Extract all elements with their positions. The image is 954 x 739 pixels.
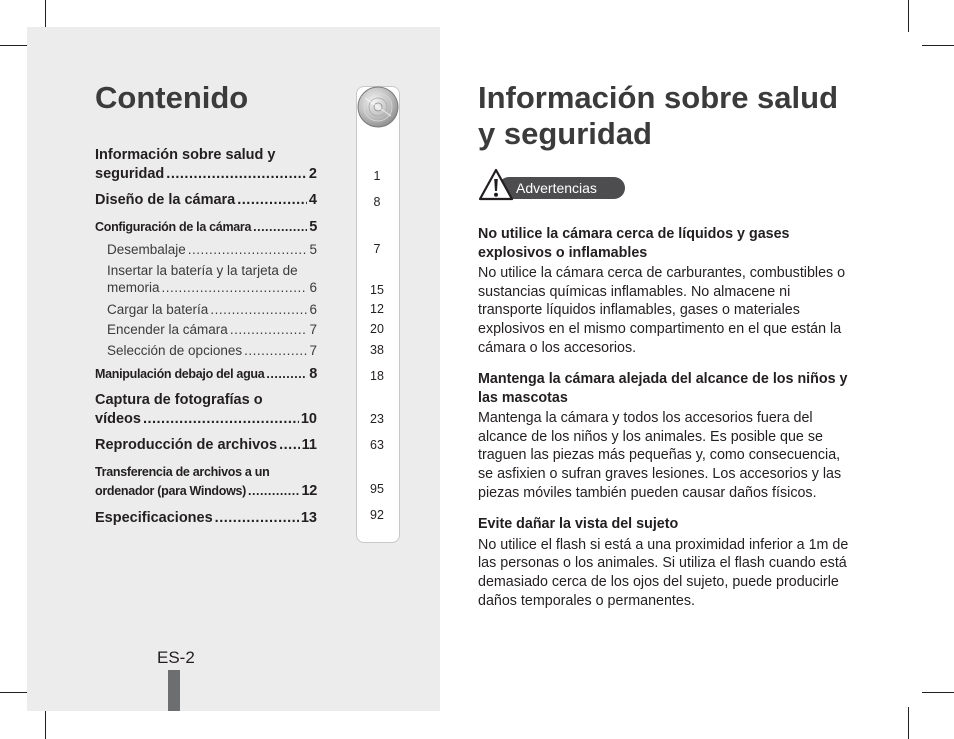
index-number: 63	[370, 438, 384, 452]
toc-entry-label: Configuración de la cámara	[95, 220, 252, 234]
toc-page-number: 5	[309, 242, 317, 257]
toc-page-number: 10	[300, 411, 317, 427]
toc-entry-label: Información sobre salud y	[95, 147, 276, 163]
leader-dots	[244, 342, 307, 359]
section-title-line: Información sobre salud	[478, 80, 839, 115]
toc-entry-label: Selección de opciones	[107, 343, 243, 358]
toc-entry-label: Especificaciones	[95, 510, 213, 526]
index-number: 7	[373, 242, 381, 256]
toc-entry-label: Insertar la batería y la tarjeta de	[107, 263, 298, 278]
leader-dots	[279, 436, 300, 455]
toc-page-number: 8	[309, 366, 317, 382]
toc-page-number: 4	[308, 192, 317, 208]
leader-dots	[253, 218, 307, 237]
index-number: 8	[373, 195, 381, 209]
index-number: 1	[373, 169, 381, 183]
toc-entry-label: Transferencia de archivos a un	[95, 465, 270, 479]
toc-entry-label: Manipulación debajo del agua	[95, 367, 265, 381]
toc-entry-label: memoria	[107, 280, 160, 295]
toc-page-number: 6	[309, 302, 317, 317]
leader-dots	[230, 321, 308, 338]
toc-page-number: 12	[301, 483, 317, 499]
leader-dots	[210, 301, 307, 318]
crop-mark	[908, 0, 909, 32]
toc-subentry-encender[interactable]	[95, 321, 317, 338]
toc-entry-label: Cargar la batería	[107, 302, 209, 317]
index-number: 95	[370, 482, 384, 496]
toc-entry-label: vídeos	[95, 411, 141, 427]
crop-mark	[922, 45, 954, 46]
toc-page-number: 13	[300, 510, 317, 526]
toc-page-number: 7	[309, 343, 317, 358]
warning-body: No utilice la cámara cerca de carburantes, combustibles o sustancias químicas inflamables. No almacene ni transporte líquidos inflamables, gases o materiales explosivos en el mismo compartimento en el que están la cámara o los accesorios.	[478, 265, 846, 356]
index-number: 92	[370, 508, 384, 522]
toc-entry-configuracion[interactable]	[95, 218, 317, 237]
warning-section	[478, 225, 850, 358]
index-number: 20	[370, 322, 384, 336]
disc-icon	[357, 86, 399, 128]
warning-heading: Mantenga la cámara alejada del alcance de los niños y las mascotas	[478, 371, 848, 406]
warning-body: No utilice el flash si está a una proximidad inferior a 1m de las personas o los animales. Si utiliza el flash cuando está demasiado cerca de los ojos del sujeto, puede producirle daños temporales o permanentes.	[478, 536, 849, 609]
toc-entry-label: Desembalaje	[107, 242, 186, 257]
section-title-line: y seguridad	[478, 116, 652, 151]
toc-entry-captura[interactable]	[95, 391, 317, 429]
crop-mark	[45, 707, 46, 739]
toc-entry-transferencia[interactable]	[95, 463, 317, 501]
leader-dots	[266, 365, 307, 384]
toc-entry-label: Reproducción de archivos	[95, 437, 278, 453]
section-title	[478, 80, 838, 152]
toc-entry-label: Encender la cámara	[107, 322, 228, 337]
toc-entry-label: seguridad	[95, 166, 165, 182]
toc-entry-salud[interactable]	[95, 146, 317, 184]
warning-triangle-icon	[478, 168, 514, 201]
toc-entry-reproduccion[interactable]	[95, 436, 317, 455]
warning-body: Mantenga la cámara y todos los accesorios fuera del alcance de los niños y los animales. Es posible que se traguen las piezas más pequeñas y, como consecuencia, se asfixien o sufran graves lesiones. Los accesorios y las piezas móviles también pueden causar daños físicos.	[478, 410, 842, 501]
toc-entry-label: Captura de fotografías o	[95, 392, 263, 408]
crop-mark	[922, 692, 954, 693]
leader-dots	[143, 410, 299, 429]
leader-dots	[162, 279, 308, 296]
index-number: 15	[370, 283, 384, 297]
toc-page-number: 5	[309, 219, 317, 235]
toc-entry-label: Diseño de la cámara	[95, 192, 236, 208]
toc-entry-especificaciones[interactable]	[95, 509, 317, 528]
warnings-label: Advertencias	[498, 177, 625, 199]
toc-page-number: 2	[308, 166, 317, 182]
leader-dots	[188, 241, 308, 258]
warning-section	[478, 370, 850, 503]
leader-dots	[215, 509, 299, 528]
leader-dots	[166, 165, 307, 184]
toc-subentry-insertar-bateria[interactable]	[95, 262, 317, 296]
toc-page-number: 7	[309, 322, 317, 337]
warning-heading: No utilice la cámara cerca de líquidos y gases explosivos o inflamables	[478, 226, 790, 261]
index-number: 18	[370, 369, 384, 383]
page-number: ES-2	[157, 648, 195, 667]
toc-page-number: 11	[301, 437, 317, 453]
index-number: 23	[370, 412, 384, 426]
toc-subentry-desembalaje[interactable]	[95, 241, 317, 258]
warning-section	[478, 515, 850, 610]
warning-heading: Evite dañar la vista del sujeto	[478, 516, 679, 532]
toc-page-number: 6	[309, 280, 317, 295]
page-tab-marker	[168, 670, 180, 711]
index-number: 12	[370, 302, 384, 316]
crop-mark	[908, 707, 909, 739]
toc-entry-diseno[interactable]	[95, 191, 317, 210]
toc-subentry-seleccion[interactable]	[95, 342, 317, 359]
warnings-badge	[478, 168, 628, 202]
contents-title: Contenido	[95, 80, 249, 115]
toc-entry-agua[interactable]	[95, 365, 317, 384]
index-number: 38	[370, 343, 384, 357]
toc-entry-label: ordenador (para Windows)	[95, 484, 247, 498]
leader-dots	[248, 482, 299, 501]
toc-subentry-cargar-bateria[interactable]	[95, 301, 317, 318]
leader-dots	[237, 191, 307, 210]
